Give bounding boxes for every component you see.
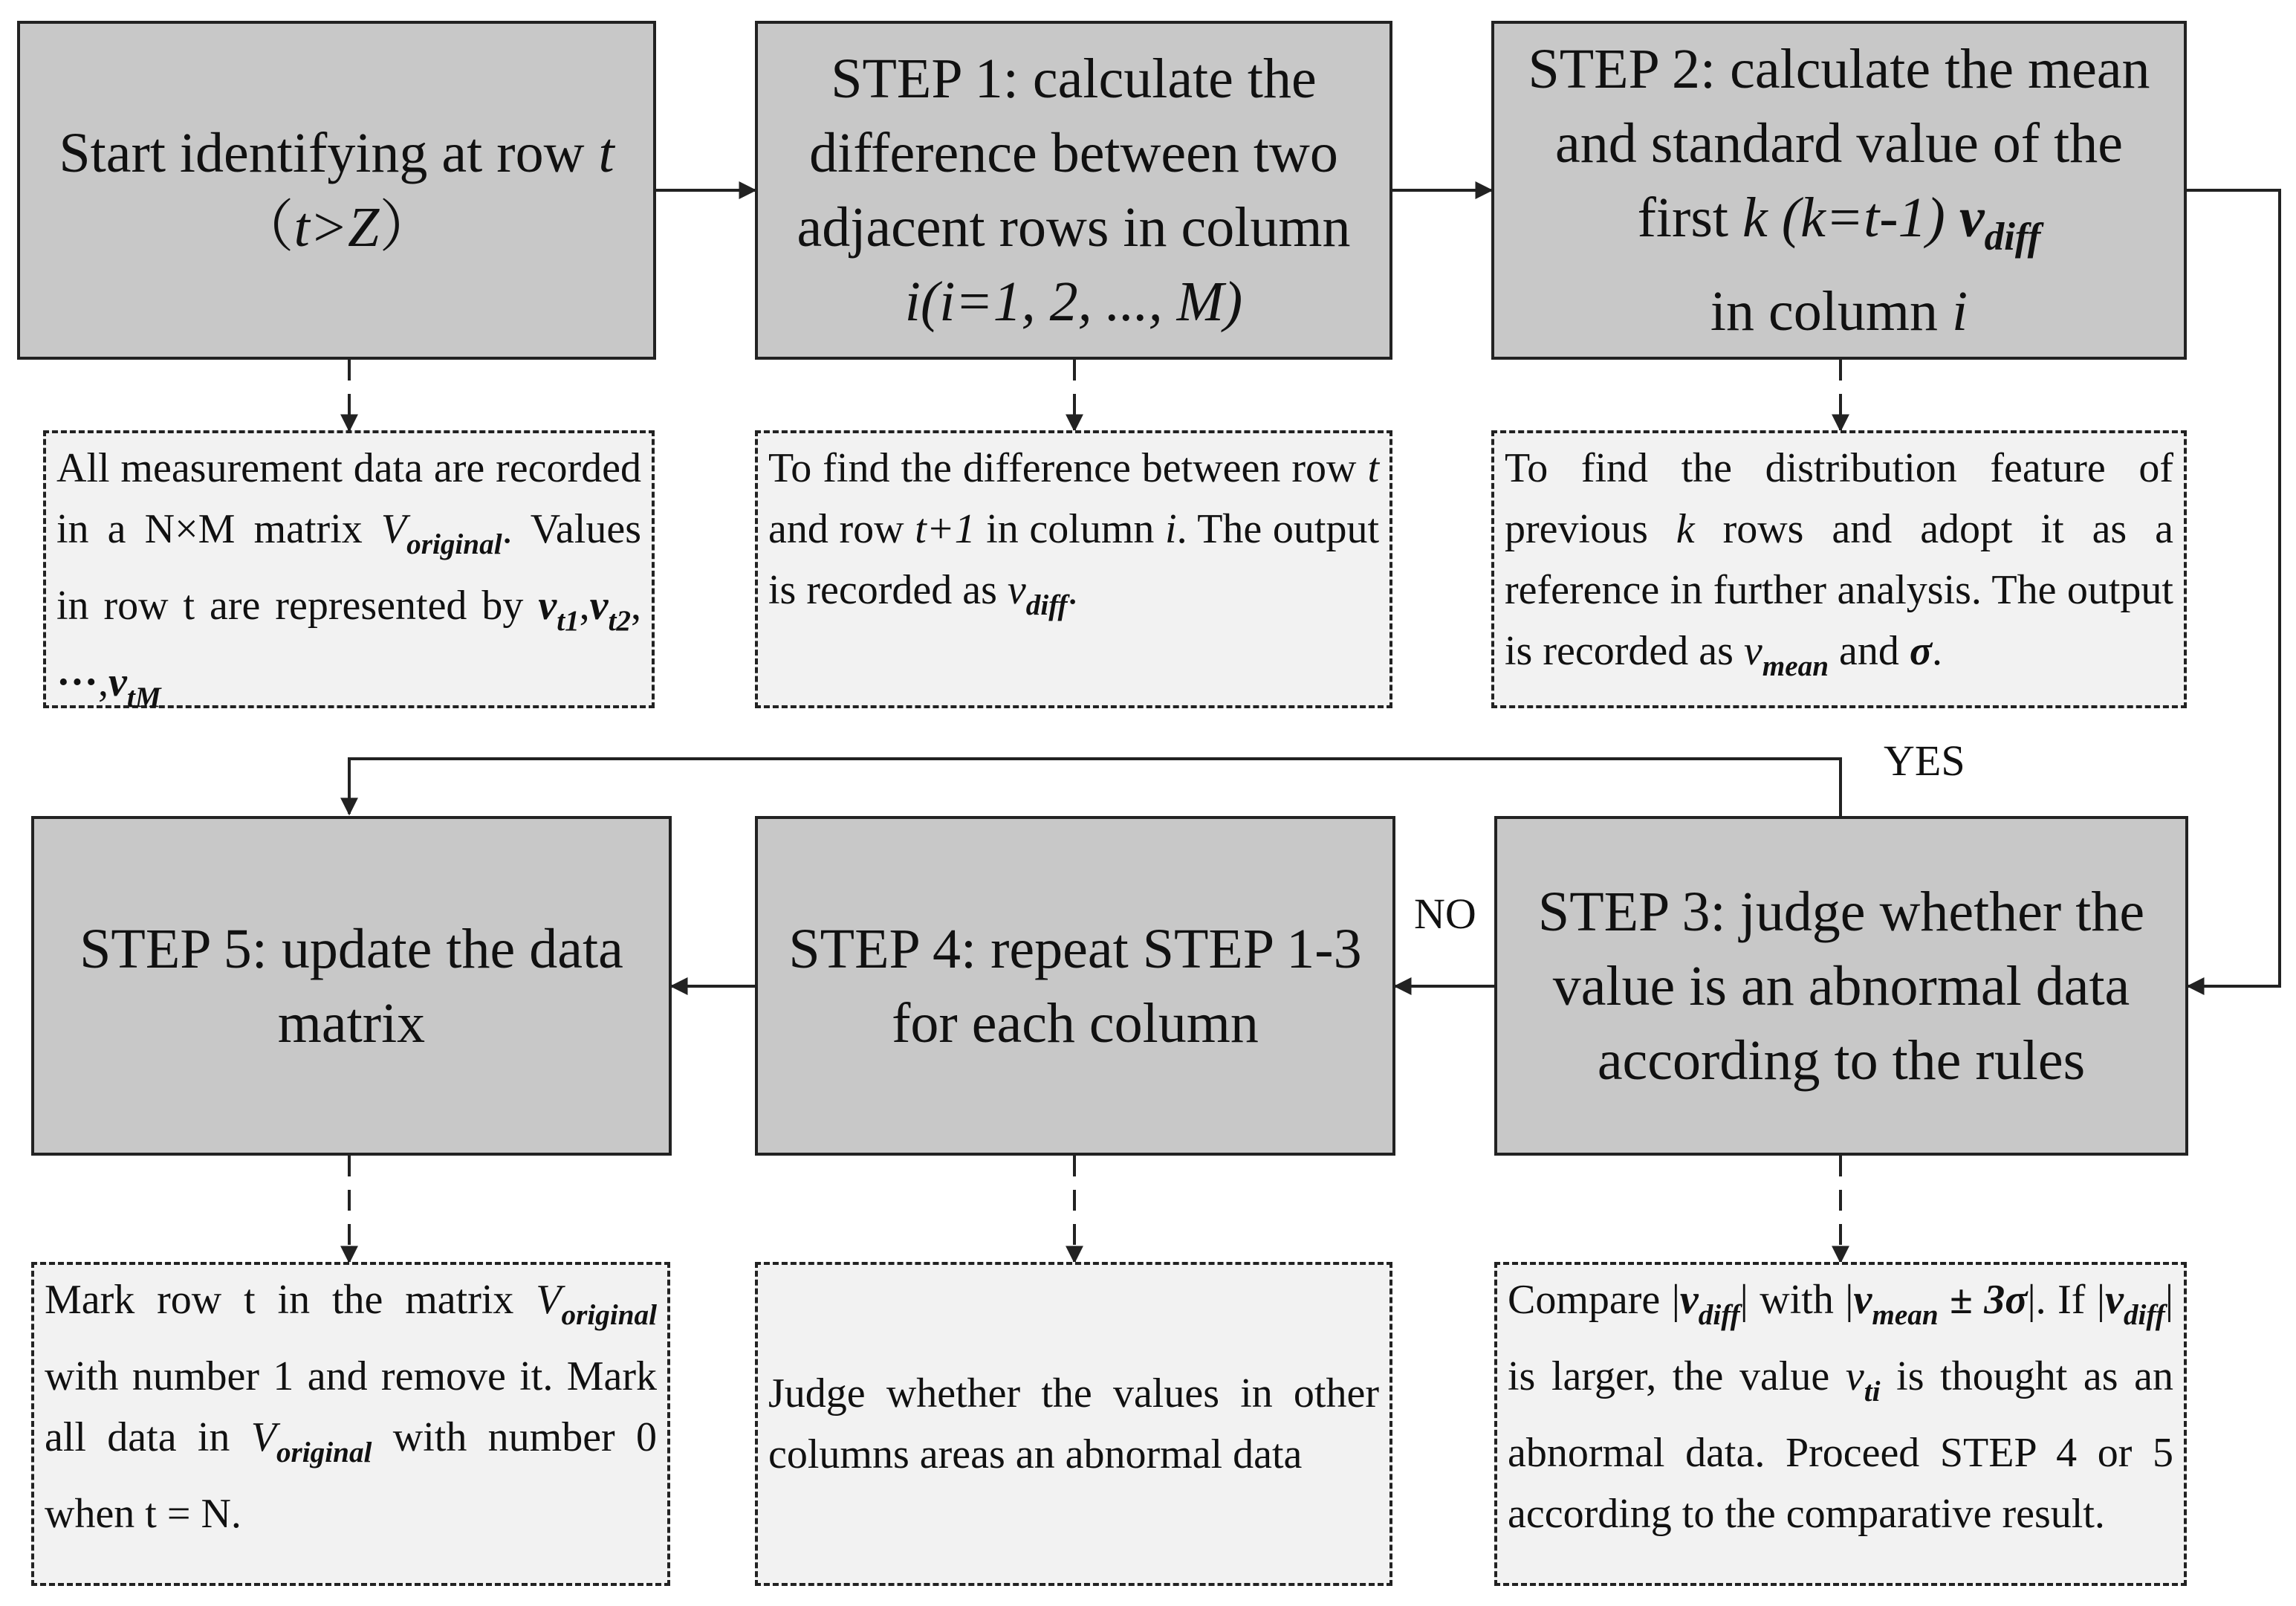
note-step2-text3: and bbox=[1839, 628, 1899, 674]
note-step1-t: t bbox=[1367, 445, 1379, 491]
note-step3-text5: is thought as an abnormal data. Proceed STEP 4 or 5 according to the comparative result. bbox=[1508, 1353, 2174, 1537]
step2-text: STEP 2: calculate the mean and standard value of the first bbox=[1528, 38, 2150, 249]
note-step3-text3: |. If | bbox=[2027, 1277, 2106, 1323]
note-step3-sub3: diff bbox=[2123, 1298, 2165, 1331]
note-step3-vti: v bbox=[1845, 1353, 1864, 1399]
note-step1-end: . bbox=[1067, 567, 1078, 613]
step2-post: in column bbox=[1710, 280, 1938, 343]
note-step1-text4: . The output is recorded as bbox=[768, 506, 1380, 613]
note-start-text2: . Values in row t are represented by bbox=[56, 506, 641, 629]
step2-i: i bbox=[1951, 280, 1968, 343]
note-start-comma2: , bbox=[631, 582, 642, 629]
note-step3-sub2: mean bbox=[1872, 1298, 1939, 1331]
start-var: t bbox=[598, 122, 614, 184]
note-step1-text1: To find the difference between row bbox=[768, 445, 1357, 491]
note-step1-v: v bbox=[1007, 567, 1026, 613]
note-step3-sub-ti: ti bbox=[1864, 1375, 1881, 1408]
note-step1-text3: in column bbox=[986, 506, 1155, 552]
step5-box bbox=[31, 816, 672, 1156]
note-step1-text2: and row bbox=[768, 506, 904, 552]
start-condition: t>Z bbox=[294, 196, 380, 259]
note-step3 bbox=[1494, 1262, 2187, 1586]
note-start-s1: t1 bbox=[557, 604, 580, 637]
step2-vdiff: v bbox=[1959, 187, 1985, 249]
step1-var: i(i=1, 2, ..., M) bbox=[904, 271, 1243, 333]
note-step3-text1: Compare | bbox=[1508, 1277, 1680, 1323]
note-step3-v2: v bbox=[1853, 1277, 1872, 1323]
note-step3-pm: ± 3σ bbox=[1938, 1277, 2028, 1323]
note-step5-V1: V bbox=[536, 1277, 562, 1323]
step3-text: STEP 3: judge whether the value is an abnormal data according to the rules bbox=[1537, 880, 2145, 1092]
note-start-V-sub: original bbox=[406, 528, 502, 560]
note-step3-v3: v bbox=[2105, 1277, 2124, 1323]
note-step5-V2: V bbox=[250, 1414, 276, 1460]
note-start bbox=[43, 430, 655, 713]
edge-label-no: NO bbox=[1414, 890, 1476, 938]
note-step2-text2: rows and adopt it as a reference in further analysis. The output is recorded as bbox=[1505, 506, 2174, 674]
note-step4-text: Judge whether the values in other columns areas an abnormal data bbox=[768, 1370, 1379, 1477]
note-step1 bbox=[755, 430, 1392, 708]
note-step1-t1p: t+1 bbox=[915, 506, 976, 552]
note-step5-sub2: original bbox=[276, 1436, 372, 1469]
note-step3-sub1: diff bbox=[1698, 1298, 1740, 1331]
note-step2-v: v bbox=[1743, 628, 1762, 674]
step4-box bbox=[755, 816, 1395, 1156]
step1-box bbox=[755, 21, 1392, 360]
note-start-v3: v bbox=[108, 658, 127, 705]
edge-label-yes: YES bbox=[1884, 736, 1965, 785]
note-start-comma3: , bbox=[98, 658, 109, 705]
note-step1-sub: diff bbox=[1025, 589, 1068, 621]
note-step5-text3: with number 0 when t = N. bbox=[45, 1414, 658, 1537]
step2-vdiff-sub: diff bbox=[1984, 215, 2041, 259]
note-step5-sub1: original bbox=[561, 1298, 658, 1331]
note-step5-text1: Mark row t in the matrix bbox=[45, 1277, 514, 1323]
arrow-step2-to-step3 bbox=[2187, 190, 2280, 986]
note-step2-sub: mean bbox=[1762, 650, 1829, 682]
note-step2 bbox=[1491, 430, 2187, 708]
note-start-V: V bbox=[380, 506, 407, 552]
step2-k: k (k=t-1) bbox=[1742, 187, 1945, 249]
note-start-s2: t2 bbox=[608, 604, 632, 637]
start-box bbox=[17, 21, 656, 360]
note-step4 bbox=[755, 1262, 1392, 1586]
step4-text: STEP 4: repeat STEP 1-3 for each column bbox=[788, 917, 1362, 1055]
step2-box bbox=[1491, 21, 2187, 360]
arrow-step3-yes-to-step5 bbox=[349, 759, 1841, 816]
note-step5 bbox=[31, 1262, 670, 1586]
note-start-v2: v bbox=[589, 582, 609, 629]
note-start-text1: All measurement data are recorded in a N×M matrix bbox=[56, 445, 641, 552]
note-step2-k: k bbox=[1676, 506, 1695, 552]
note-start-s3: tM bbox=[126, 681, 161, 713]
step3-box bbox=[1494, 816, 2188, 1156]
note-step2-end: . bbox=[1932, 628, 1943, 674]
step5-text: STEP 5: update the data matrix bbox=[80, 917, 623, 1055]
note-start-comma1: , bbox=[579, 582, 590, 629]
note-step3-v1: v bbox=[1679, 1277, 1699, 1323]
note-start-dots: ··· bbox=[56, 658, 99, 705]
step1-text: STEP 1: calculate the difference between two adjacent rows in column bbox=[797, 48, 1351, 259]
note-step2-sigma: σ bbox=[1909, 628, 1933, 674]
start-paren-open: （ bbox=[237, 196, 294, 259]
note-start-v1: v bbox=[538, 582, 557, 629]
note-step3-text2: | with | bbox=[1739, 1277, 1854, 1323]
note-step1-i: i bbox=[1165, 506, 1177, 552]
note-step5-text2: with number 1 and remove it. Mark all data in bbox=[45, 1353, 657, 1460]
start-text: Start identifying at row bbox=[59, 122, 585, 184]
note-step2-text1: To find the distribution feature of previous bbox=[1505, 445, 2173, 552]
note-step3-text4: | is larger, the value bbox=[1508, 1277, 2174, 1399]
start-paren-close: ） bbox=[379, 196, 436, 259]
